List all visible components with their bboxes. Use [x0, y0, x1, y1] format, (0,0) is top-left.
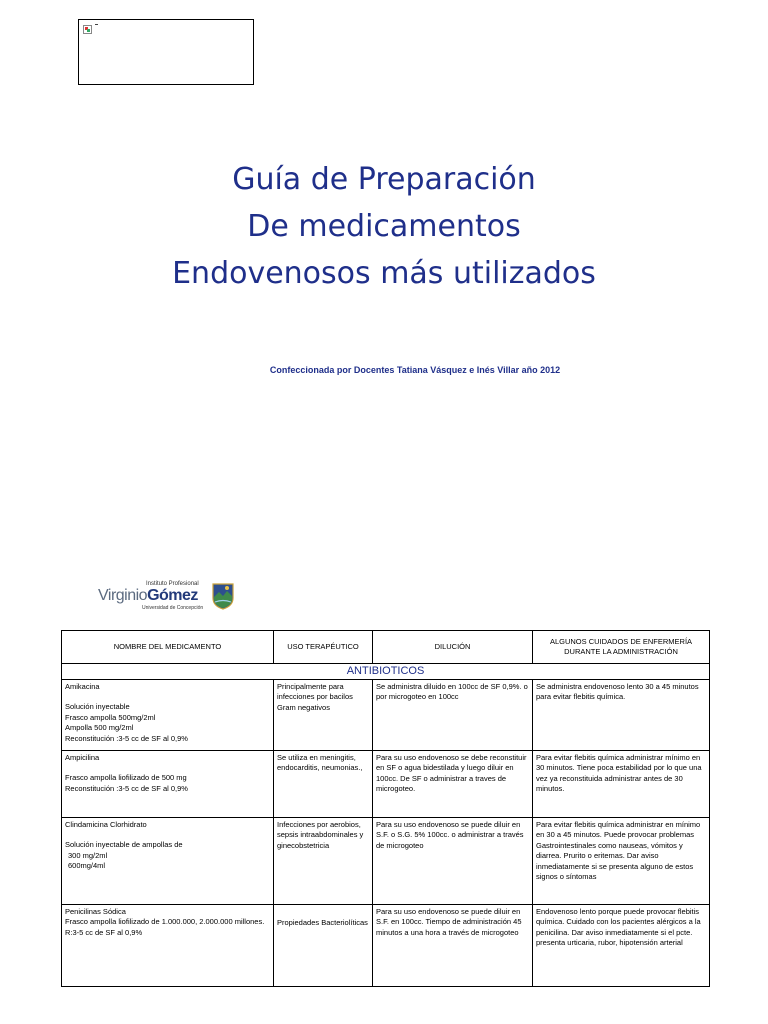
header-uso: USO TERAPÉUTICO	[274, 631, 373, 664]
drug-detail: Solución inyectable de ampollas de	[65, 840, 183, 849]
cell-name	[62, 750, 274, 817]
drug-detail: Frasco ampolla liofilizado de 1.000.000, 2.000.000 millones.	[65, 917, 265, 926]
cell-uso: Principalmente para infecciones por bacilos Gram negativos	[274, 679, 373, 750]
title-line-3: Endovenosos más utilizados	[172, 256, 596, 291]
drug-detail: Frasco ampolla 500mg/2ml	[65, 712, 156, 722]
broken-image-icon	[83, 25, 92, 34]
cell-uso: Infecciones por aerobios, sepsis intraabdominales y ginecobstetricia	[274, 817, 373, 904]
drug-detail: Ampolla 500 mg/2ml	[65, 723, 134, 732]
cell-dilucion: Para su uso endovenoso se puede diluir en S.F. en 100cc. Tiempo de administración 45 minutos a una hora a través de microgoteo	[373, 904, 533, 986]
header-name: NOMBRE DEL MEDICAMENTO	[62, 631, 274, 664]
document-title	[0, 156, 768, 297]
drug-detail: Reconstitución :3-5 cc de SF al 0,9%	[65, 783, 188, 793]
cell-uso: Propiedades Bacteriolíticas	[274, 904, 373, 986]
drug-detail: Frasco ampolla liofilizado de 500 mg	[65, 773, 187, 782]
cell-name	[62, 817, 274, 904]
table-row	[62, 904, 710, 986]
header-dilucion: DILUCIÓN	[373, 631, 533, 664]
table-row	[62, 817, 710, 904]
logo-name	[98, 587, 198, 605]
logo-name-bold: Gómez	[147, 587, 198, 604]
header-cuidados: ALGUNOS CUIDADOS DE ENFERMERÍA DURANTE LA ADMINISTRACIÓN	[533, 631, 710, 664]
institution-logo	[98, 581, 238, 615]
table-row	[62, 750, 710, 817]
logo-line-1: Instituto Profesional	[146, 581, 199, 587]
cell-dilucion: Para su uso endovenoso se puede diluir en S.F. o S.G. 5% 100cc. o administrar a través de microgoteo	[373, 817, 533, 904]
logo-line-3: Universidad de Concepción	[142, 605, 204, 611]
drug-name: Amikacina	[65, 681, 100, 691]
cell-name	[62, 679, 274, 750]
table-header-row	[62, 631, 710, 664]
section-title: ANTIBIOTICOS	[62, 664, 710, 680]
drug-detail: 600mg/4ml	[68, 861, 106, 870]
cell-dilucion: Se administra diluido en 100cc de SF 0,9%. o por microgoteo en 100cc	[373, 679, 533, 750]
drug-name: Ampicilina	[65, 752, 100, 762]
drug-detail: 300 mg/2ml	[68, 850, 108, 860]
logo-name-light: Virginio	[98, 587, 148, 604]
drug-name: Clindamicina Clorhidrato	[65, 819, 147, 829]
cell-uso: Se utiliza en meningitis, endocarditis, neumonias.,	[274, 750, 373, 817]
header-box	[78, 19, 254, 85]
shield-icon	[212, 583, 234, 610]
image-placeholder-mark	[95, 24, 98, 25]
cell-cuidados: Endovenoso lento porque puede provocar flebitis química. Cuidado con los pacientes alérgicos a la penicilina. Dar aviso inmediatamente si el pcte. presenta urticaria, rubor, hipotensión arterial	[533, 904, 710, 986]
cell-cuidados: Para evitar flebitis química administrar mínimo en 30 minutos. Tiene poca estabilidad por lo que una vez ya reconstituida administrar antes de 30 minutos.	[533, 750, 710, 817]
cell-dilucion: Para su uso endovenoso se debe reconstituir en SF o agua bidestilada y luego diluir en 100cc. De SF o administrar a traves de microgoteo.	[373, 750, 533, 817]
title-line-1: Guía de Preparación	[232, 162, 536, 197]
cell-name	[62, 904, 274, 986]
medications-table	[61, 630, 710, 987]
drug-detail: Solución inyectable	[65, 702, 130, 711]
document-subtitle: Confeccionada por Docentes Tatiana Vásquez e Inés Villar año 2012	[269, 365, 561, 375]
cell-cuidados: Para evitar flebitis química administrar en mínimo en 30 a 45 minutos. Puede provocar problemas Gastrointestinales como nauseas, vómitos y diarrea. Prurito o eritemas. Dar aviso inmediatamente si se presenta alguno de estos signos o síntomas	[533, 817, 710, 904]
drug-detail: Reconstitución :3-5 cc de SF al 0,9%	[65, 733, 188, 743]
drug-detail: R:3-5 cc de SF al 0,9%	[65, 927, 143, 937]
table-row	[62, 679, 710, 750]
cell-cuidados: Se administra endovenoso lento 30 a 45 minutos para evitar flebitis química.	[533, 679, 710, 750]
section-row	[62, 664, 710, 680]
drug-name: Penicilinas Sódica	[65, 906, 126, 916]
title-line-2: De medicamentos	[247, 209, 521, 244]
